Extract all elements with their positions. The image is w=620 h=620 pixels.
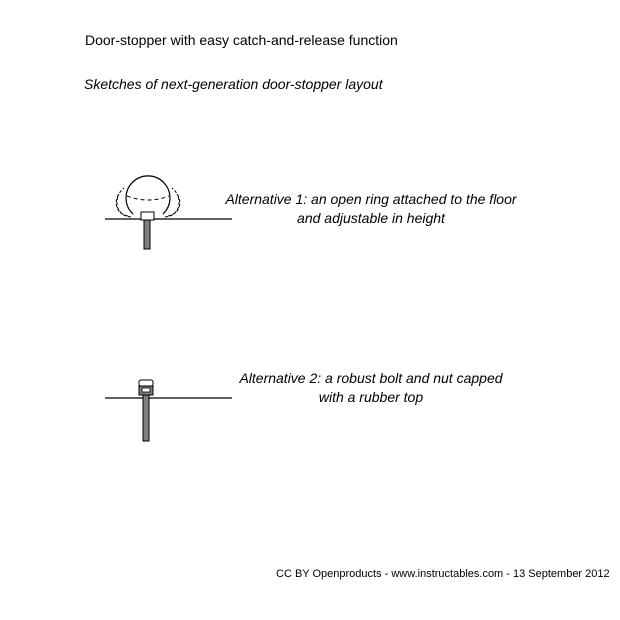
diagram-title: Door-stopper with easy catch-and-release function	[85, 32, 398, 48]
alternative-2-caption-line-1: Alternative 2: a robust bolt and nut capped	[239, 370, 503, 386]
alternative-1-post	[144, 220, 150, 249]
alternative-2-bolt	[143, 393, 149, 441]
alternative-1-caption-line-1: Alternative 1: an open ring attached to the floor	[225, 191, 517, 207]
alternative-2-caption-line-2: with a rubber top	[318, 389, 424, 405]
alternative-1-ring-equator	[127, 196, 169, 200]
alternative-1-sketch	[105, 176, 232, 249]
alternative-1-ring	[126, 176, 170, 214]
credit-line: CC BY Openproducts - www.instructables.com - 13 September 2012	[276, 568, 610, 580]
alternative-1-ring-flex-left-outer	[117, 194, 131, 217]
alternative-1-mount	[141, 212, 154, 220]
alternative-2-sketch	[105, 380, 232, 441]
alternative-1-ring-flex-right-outer	[165, 194, 179, 217]
alternative-1-caption-line-2: and adjustable in height	[297, 210, 445, 226]
alternative-2-nut-slot	[142, 388, 150, 392]
diagram-subtitle: Sketches of next-generation door-stopper layout	[84, 76, 383, 92]
alternative-2-rubber-top	[139, 380, 153, 386]
